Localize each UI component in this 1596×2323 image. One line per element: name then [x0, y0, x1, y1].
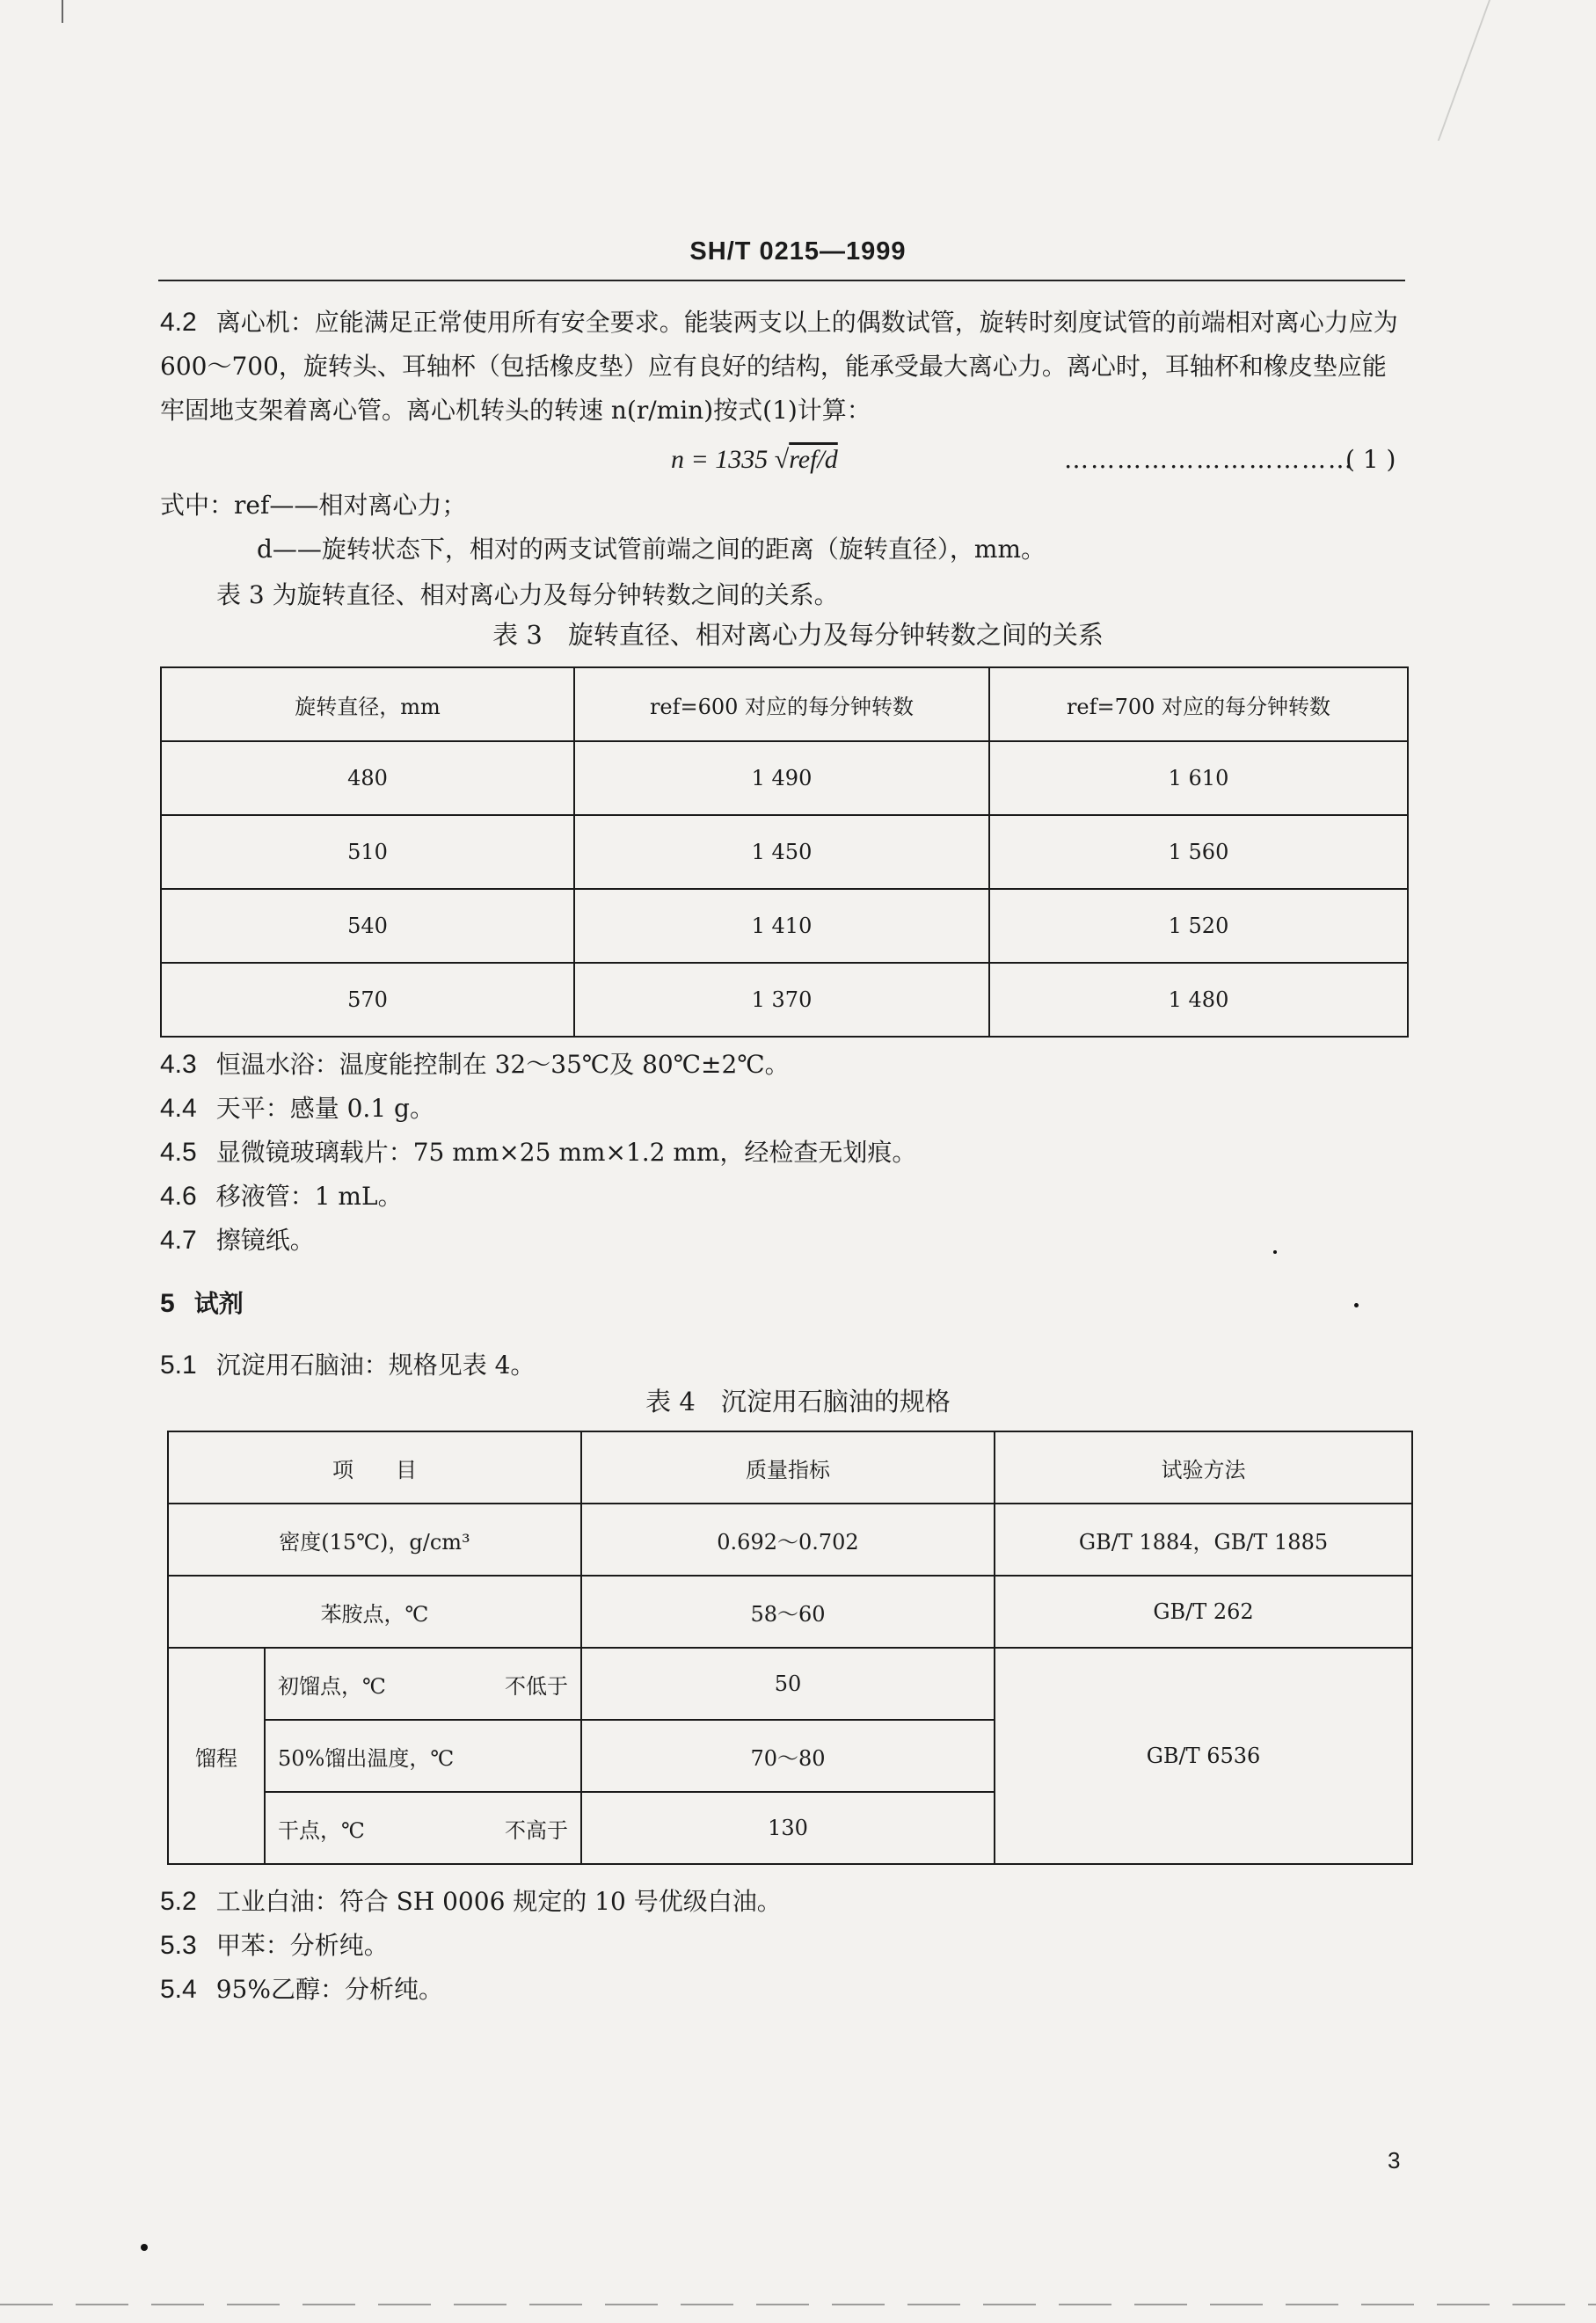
- table-header-cell: ref=600 对应的每分钟转数: [574, 667, 989, 741]
- table-cell: 1 520: [989, 889, 1408, 963]
- table-cell: 58～60: [581, 1576, 995, 1648]
- section-number: 5: [160, 1289, 175, 1318]
- table-row: [168, 1648, 1412, 1720]
- row-limit-text: 不低于: [505, 1673, 568, 1699]
- section-number: 4.2: [160, 308, 197, 337]
- table-header-cell: ref=700 对应的每分钟转数: [989, 667, 1408, 741]
- section-4-6: [160, 1175, 1409, 1219]
- table-cell: GB/T 262: [995, 1576, 1412, 1648]
- table-header-cell: 质量指标: [581, 1431, 995, 1504]
- section-text: 离心机：应能满足正常使用所有安全要求。能装两支以上的偶数试管，旋转时刻度试管的前端相对离心力应为 600～700，旋转头、耳轴杯（包括橡皮垫）应有良好的结构，能承受最大离心力。离心时，耳轴杯和橡皮垫应能牢固地支架着离心管。离心机转头的转速 n(r/min)按式(1)计算：: [160, 308, 1398, 425]
- formula-1: [0, 441, 1596, 484]
- table-row: [161, 889, 1408, 963]
- table-cell: 1 560: [989, 815, 1408, 889]
- section-text: 工业白油：符合 SH 0006 规定的 10 号优级白油。: [215, 1887, 782, 1916]
- scan-edge-mark: [62, 0, 63, 23]
- table-cell: 1 410: [574, 889, 989, 963]
- formula-legend-d: d——旋转状态下，相对的两支试管前端之间的距离（旋转直径），mm。: [257, 535, 1046, 564]
- section-5-3: [160, 1924, 1409, 1968]
- table-row: [161, 815, 1408, 889]
- scan-speck: [141, 2244, 148, 2251]
- section-4-2: [160, 301, 1409, 433]
- section-number: 4.5: [160, 1138, 197, 1167]
- table-header-row: [161, 667, 1408, 741]
- section-number: 5.3: [160, 1931, 197, 1960]
- table-cell: 570: [161, 963, 574, 1037]
- section-text: 沉淀用石脑油：规格见表 4。: [215, 1351, 536, 1380]
- formula-number: ( 1 ): [1345, 445, 1396, 474]
- formula-expression: [671, 445, 838, 475]
- table-row: [161, 963, 1408, 1037]
- table-row: [168, 1576, 1412, 1648]
- table-cell: 1 480: [989, 963, 1408, 1037]
- section-5-2: [160, 1880, 1409, 1924]
- table-cell: 70～80: [581, 1720, 995, 1792]
- table-header-cell: 旋转直径，mm: [161, 667, 574, 741]
- section-text: 恒温水浴：温度能控制在 32～35℃及 80℃±2℃。: [215, 1050, 790, 1079]
- section-5-4: [160, 1968, 1409, 2012]
- section-number: 5.1: [160, 1351, 197, 1380]
- table-row: [161, 741, 1408, 815]
- section-text: 移液管：1 mL。: [215, 1182, 403, 1211]
- section-number: 5.2: [160, 1887, 197, 1916]
- scan-bottom-edge: [0, 2304, 1596, 2305]
- table-header-row: [168, 1431, 1412, 1504]
- header-rule: [158, 280, 1405, 281]
- formula-leader-dots: ……………………………: [1064, 445, 1354, 474]
- formula-legend-ref: 式中：ref——相对离心力；: [160, 491, 467, 520]
- section-text: 天平：感量 0.1 g。: [215, 1094, 434, 1123]
- section-text: 95%乙醇：分析纯。: [215, 1975, 443, 2004]
- section-number: 5.4: [160, 1975, 197, 2004]
- table3-intro: 表 3 为旋转直径、相对离心力及每分钟转数之间的关系。: [216, 580, 839, 609]
- table-header-cell: 试验方法: [995, 1431, 1412, 1504]
- section-5-heading: [160, 1282, 1409, 1326]
- table-cell: 0.692～0.702: [581, 1504, 995, 1576]
- table-cell: 1 450: [574, 815, 989, 889]
- row-label-text: 初馏点，℃: [278, 1673, 386, 1699]
- table-cell: 480: [161, 741, 574, 815]
- section-4-7: [160, 1219, 1409, 1263]
- row-label-text: 干点，℃: [278, 1817, 365, 1843]
- section-number: 4.4: [160, 1094, 197, 1123]
- table-cell: 130: [581, 1792, 995, 1864]
- section-4-5: [160, 1131, 1409, 1175]
- scan-corner-fold: [1438, 0, 1596, 141]
- formula-prefix: n = 1335 √: [671, 445, 790, 474]
- section-number: 4.3: [160, 1050, 197, 1079]
- section-text: 擦镜纸。: [215, 1226, 315, 1255]
- table-cell: [265, 1792, 581, 1864]
- section-text: 甲苯：分析纯。: [215, 1931, 389, 1960]
- table-cell: [265, 1648, 581, 1720]
- section-4-4: [160, 1087, 1409, 1131]
- table-cell: GB/T 1884，GB/T 1885: [995, 1504, 1412, 1576]
- table-cell: 密度(15℃)，g/cm³: [168, 1504, 581, 1576]
- table-cell: 1 370: [574, 963, 989, 1037]
- table-cell: GB/T 6536: [995, 1648, 1412, 1864]
- table-cell: 1 490: [574, 741, 989, 815]
- table3-caption: 表 3 旋转直径、相对离心力及每分钟转数之间的关系: [492, 620, 1104, 650]
- table-3: [160, 666, 1409, 1038]
- table-cell: 50%馏出温度，℃: [265, 1720, 581, 1792]
- row-limit-text: 不高于: [505, 1817, 568, 1843]
- table4-caption: 表 4 沉淀用石脑油的规格: [645, 1387, 951, 1416]
- table-cell: 510: [161, 815, 574, 889]
- section-number: 4.7: [160, 1226, 197, 1255]
- page-number: 3: [1388, 2147, 1401, 2174]
- section-5-1: [160, 1344, 1409, 1387]
- section-number: 4.6: [160, 1182, 197, 1211]
- document-code-header: SH/T 0215—1999: [689, 237, 907, 266]
- formula-radicand: ref/d: [789, 445, 838, 474]
- section-text: 显微镜玻璃载片：75 mm×25 mm×1.2 mm，经检查无划痕。: [215, 1138, 917, 1167]
- table-header-cell: 项 目: [168, 1431, 581, 1504]
- section-title: 试剂: [193, 1289, 244, 1318]
- row-label: [266, 1813, 580, 1844]
- table-group-cell: 馏程: [168, 1648, 265, 1864]
- table-cell: 苯胺点，℃: [168, 1576, 581, 1648]
- section-4-3: [160, 1043, 1409, 1087]
- table-cell: 540: [161, 889, 574, 963]
- table-4: [167, 1431, 1413, 1865]
- table-row: [168, 1504, 1412, 1576]
- table-cell: 1 610: [989, 741, 1408, 815]
- row-label: [266, 1669, 580, 1700]
- table-cell: 50: [581, 1648, 995, 1720]
